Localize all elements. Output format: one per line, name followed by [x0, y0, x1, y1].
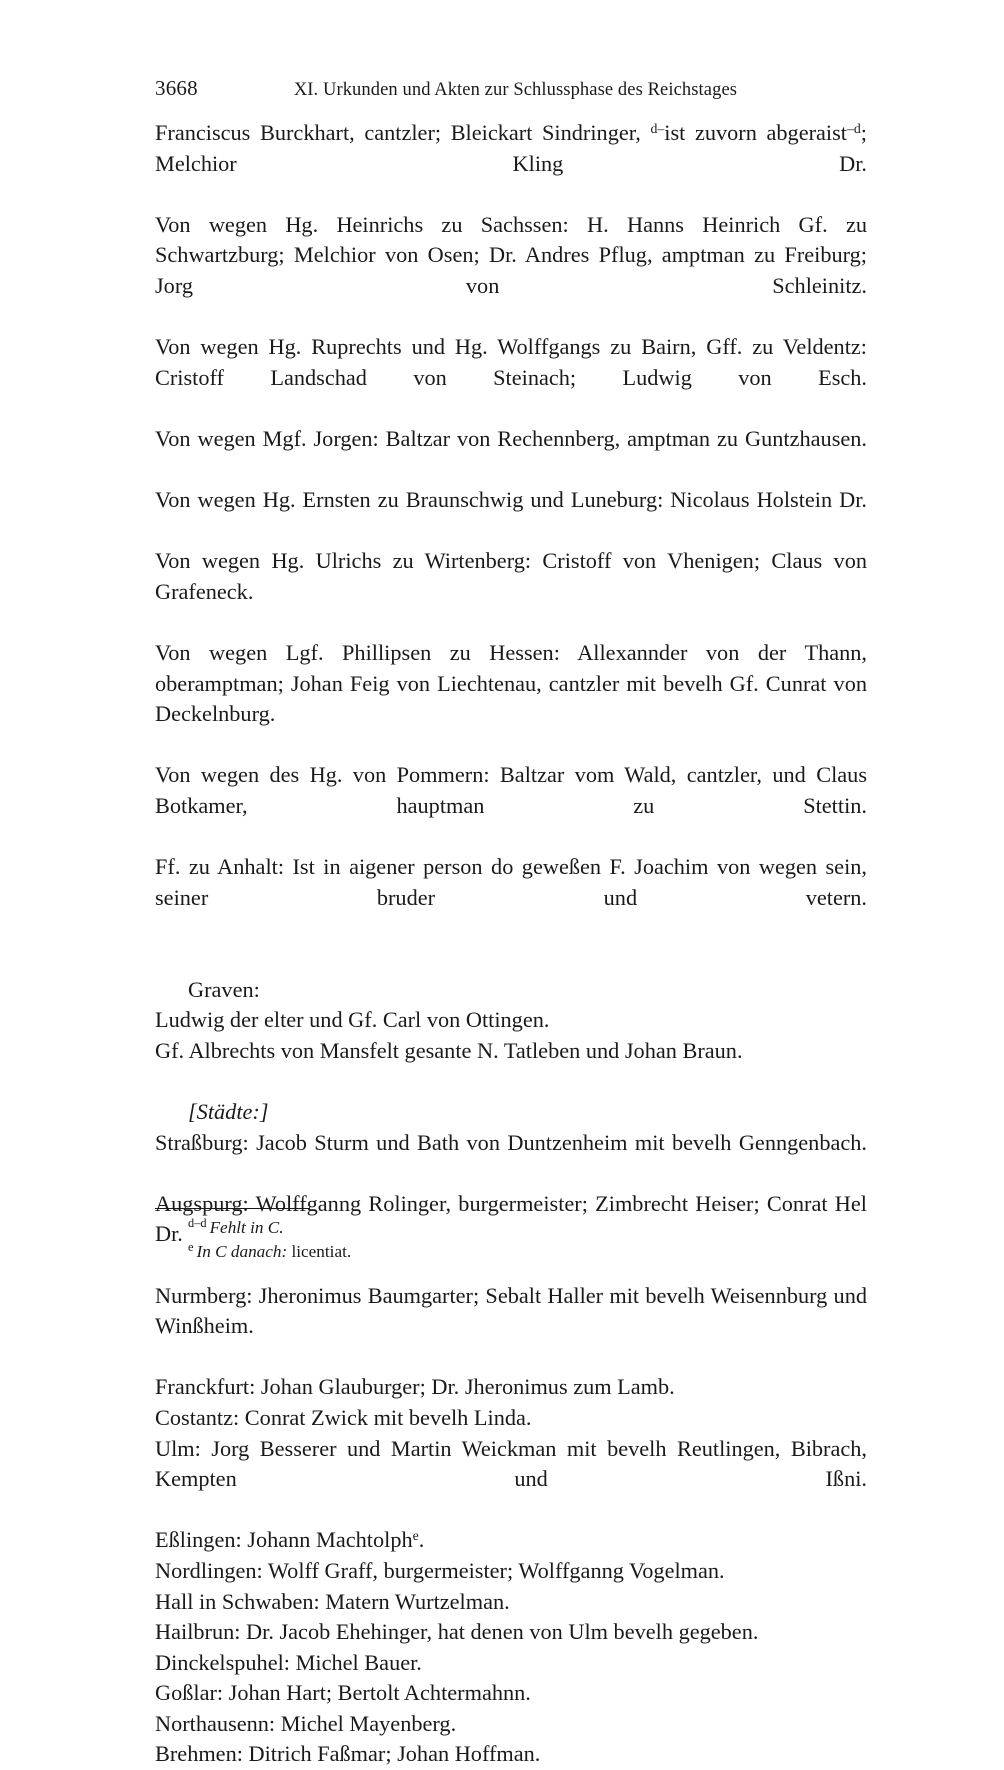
section-heading-graven: Graven: [188, 976, 260, 1002]
paragraph-hessen: Von wegen Lgf. Phillipsen zu Hessen: Allexannder von der Thann, oberamptman; Johan Feig von Liechtenau, cantzler mit bevelh Gf. Cunrat von Deckelnburg. [155, 640, 867, 727]
footnote-d [155, 1216, 867, 1240]
paragraph-text-part: Franciscus Burckhart, cantzler; Bleickart Sindringer, [155, 120, 651, 145]
paragraph-braunschwig: Von wegen Hg. Ernsten zu Braunschwig und Luneburg: Nicolaus Holstein Dr. [155, 487, 867, 513]
staedte-entry-dinckelspuhel: Dinckelspuhel: Michel Bauer. [155, 1649, 422, 1675]
page-number: 3668 [155, 76, 198, 100]
footnote-d-italic-text: Fehlt in C. [209, 1218, 284, 1237]
paragraph-bairn: Von wegen Hg. Ruprechts und Hg. Wolffgangs zu Bairn, Gff. zu Veldentz: Cristoff Landschad von Steinach; Ludwig von Esch. [155, 334, 867, 390]
footnote-d-marker: d–d [188, 1216, 207, 1231]
graven-line-mansfelt: Gf. Albrechts von Mansfelt gesante N. Tatleben und Johan Braun. [155, 1037, 743, 1063]
staedte-entry-augspurg: Augspurg: Wolffganng Rolinger, burgermeister; Zimbrecht Heiser; Conrat Hel Dr. [155, 1190, 867, 1247]
section-heading-staedte: [Städte:] [188, 1099, 269, 1124]
entry-text-part: . [418, 1527, 425, 1553]
entry-text-part: Eßlingen: Johann Machtolph [155, 1527, 413, 1553]
header-title: XI. Urkunden und Akten zur Schlussphase des Reichstages [293, 80, 738, 100]
footnote-marker-d-close: –d [846, 120, 861, 136]
body-text [155, 118, 867, 1770]
footnote-e-italic-text: In C danach: [196, 1241, 288, 1261]
staedte-entry-esslingen [155, 1525, 867, 1556]
section-spacer [155, 944, 867, 975]
footnote-marker-d-open: d– [650, 120, 665, 136]
paragraph-anhalt: Ff. zu Anhalt: Ist in aigener person do geweßen F. Joachim von wegen sein, seiner bruder und vetern. [155, 854, 867, 910]
footnote-marker-e: e [412, 1528, 419, 1544]
paragraph-burckhart [155, 118, 867, 210]
paragraph-jorgen: Von wegen Mgf. Jorgen: Baltzar von Rechennberg, amptman zu Guntzhausen. [155, 425, 867, 451]
staedte-entry-franckfurt: Franckfurt: Johan Glauburger; Dr. Jheronimus zum Lamb. [155, 1374, 675, 1400]
paragraph-text-part: ist zuvorn abgeraist [664, 120, 847, 145]
paragraph-sachssen: Von wegen Hg. Heinrichs zu Sachssen: H. Hanns Heinrich Gf. zu Schwartzburg; Melchior von Osen; Dr. Andres Pflug, amptman zu Freiburg; Jorg von Schleinitz. [155, 211, 867, 298]
staedte-entry-northausenn: Northausenn: Michel Mayenberg. [155, 1710, 457, 1736]
section-spacer [155, 1066, 867, 1097]
footnote-apparatus [155, 1208, 867, 1263]
staedte-entry-brehmen: Brehmen: Ditrich Faßmar; Johan Hoffman. [155, 1741, 541, 1767]
staedte-entry-costantz: Costantz: Conrat Zwick mit bevelh Linda. [155, 1404, 532, 1430]
staedte-entry-ulm: Ulm: Jorg Besserer und Martin Weickman mit bevelh Reutlingen, Bibrach, Kempten und Ißni. [155, 1435, 867, 1492]
paragraph-pommern: Von wegen des Hg. von Pommern: Baltzar vom Wald, cantzler, und Claus Botkamer, hauptman zu Stettin. [155, 762, 867, 819]
staedte-entry-gosslar: Goßlar: Johan Hart; Bertolt Achtermahnn. [155, 1680, 531, 1706]
paragraph-wirtenberg: Von wegen Hg. Ulrichs zu Wirtenberg: Cristoff von Vhenigen; Claus von Grafeneck. [155, 548, 867, 604]
paragraph-text-part: ; Melchior Kling Dr. [155, 120, 867, 176]
running-header [155, 76, 867, 104]
footnote-e-plain-text: licentiat. [287, 1241, 352, 1261]
footnote-separator-rule [155, 1208, 310, 1209]
staedte-entry-nurmberg: Nurmberg: Jheronimus Baumgarter; Sebalt Haller mit bevelh Weisennburg und Winßheim. [155, 1282, 867, 1339]
footnote-e [155, 1240, 867, 1264]
staedte-entry-strassburg: Straßburg: Jacob Sturm und Bath von Duntzenheim mit bevelh Genngenbach. [155, 1129, 867, 1155]
graven-line-ottingen: Ludwig der elter und Gf. Carl von Ottingen. [155, 1007, 550, 1033]
footnote-e-marker: e [188, 1239, 194, 1254]
staedte-entry-nordlingen: Nordlingen: Wolff Graff, burgermeister; Wolffganng Vogelman. [155, 1557, 725, 1583]
staedte-entry-hailbrun: Hailbrun: Dr. Jacob Ehehinger, hat denen von Ulm bevelh gegeben. [155, 1619, 759, 1645]
staedte-entry-hall: Hall in Schwaben: Matern Wurtzelman. [155, 1588, 510, 1614]
